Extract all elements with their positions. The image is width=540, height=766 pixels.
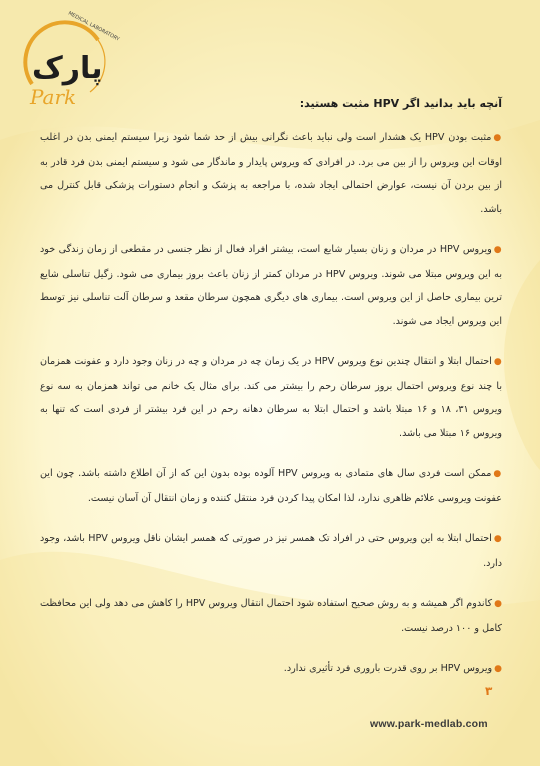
bullet-icon: ●: [493, 469, 502, 479]
logo-arc-text: MEDICAL LABORATORY: [67, 10, 121, 43]
website-link[interactable]: www.park-medlab.com: [370, 718, 488, 730]
paragraph-text: احتمال ابتلا و انتقال چندین نوع ویروس HPV در یک زمان چه در مردان و چه در زنان وجود دارد و عفونت همزمان با چند نوع ویروس احتمال بروز سرطان رحم را بیشتر می کند. برای مثال یک خانم می تواند همزمان به سه نوع ویروس ۳۱، ۱۸ و ۱۶ مبتلا باشد و احتمال ابتلا به سرطان دهانه رحم در این فرد بیشتر از فردی است که تنها به ویروس ۱۶ مبتلا می باشد.: [40, 356, 503, 439]
paragraph-text: ویروس HPV بر روی قدرت باروری فرد تأثیری ندارد.: [283, 663, 493, 674]
bullet-icon: ●: [494, 599, 502, 609]
paragraph-text: مثبت بودن HPV یک هشدار است ولی نباید باعث نگرانی بیش از حد شما شود زیرا سیستم ایمنی بدن در اغلب اوقات این ویروس را از بین می برد. در افرادی که ویروس پایدار و ماندگار می شود و سیستم ایمنی بدن فرد قادر به از بین بردن آن نیست، عوارض احتمالی ایجاد شده، با مراجعه به پزشک و انجام دستورات پزشکی قابل کنترل می باشد.: [40, 132, 502, 215]
paragraph: [40, 592, 502, 640]
article: [40, 88, 502, 699]
paragraph: [40, 462, 502, 510]
paragraph: [40, 238, 502, 333]
paragraph-text: کاندوم اگر همیشه و به روش صحیح استفاده شود احتمال انتقال ویروس HPV را کاهش می دهد ولی این محافظت کامل و ۱۰۰ درصد نیست.: [40, 598, 502, 634]
paragraph-text: احتمال ابتلا به این ویروس حتی در افراد تک همسر نیز در صورتی که همسر ایشان ناقل ویروس HPV باشد، وجود دارد.: [40, 533, 502, 569]
logo-script: Park: [30, 85, 77, 109]
bullet-icon: ●: [493, 357, 502, 367]
bullet-icon: ●: [493, 133, 502, 143]
article-heading: آنچه باید بدانید اگر HPV مثبت هستید:: [299, 97, 502, 110]
paragraph-text: ممکن است فردی سال های متمادی به ویروس HPV آلوده بوده بدون این که از آن اطلاع داشته باشد. چون این عفونت ویروسی علائم ظاهری ندارد، لذا امکان پیدا کردن فرد منتقل کننده و زمان انتقال آن آسان نیست.: [40, 468, 502, 504]
bullet-icon: ●: [493, 534, 502, 544]
paragraph: [40, 527, 502, 575]
bullet-icon: ●: [494, 664, 502, 674]
paragraph: [40, 350, 502, 445]
bullet-icon: ●: [493, 245, 502, 255]
paragraph-text: ویروس HPV در مردان و زنان بسیار شایع است، بیشتر افراد فعال از نظر جنسی در مقطعی از زمان زندگی خود به این ویروس مبتلا می شوند. ویروس HPV در مردان کمتر از زنان باعث بروز بیماری می شود. زگیل تناسلی شایع ترین بیماری حاصل از این ویروس است. بیماری های دیگری همچون سرطان مقعد و سرطان آلت تناسلی نیز توسط این ویروس ایجاد می شوند.: [40, 244, 502, 327]
paragraph: [40, 657, 502, 682]
page-number: ۳: [485, 684, 493, 698]
paragraph: [40, 126, 502, 221]
logo-text: پارک: [32, 51, 103, 86]
